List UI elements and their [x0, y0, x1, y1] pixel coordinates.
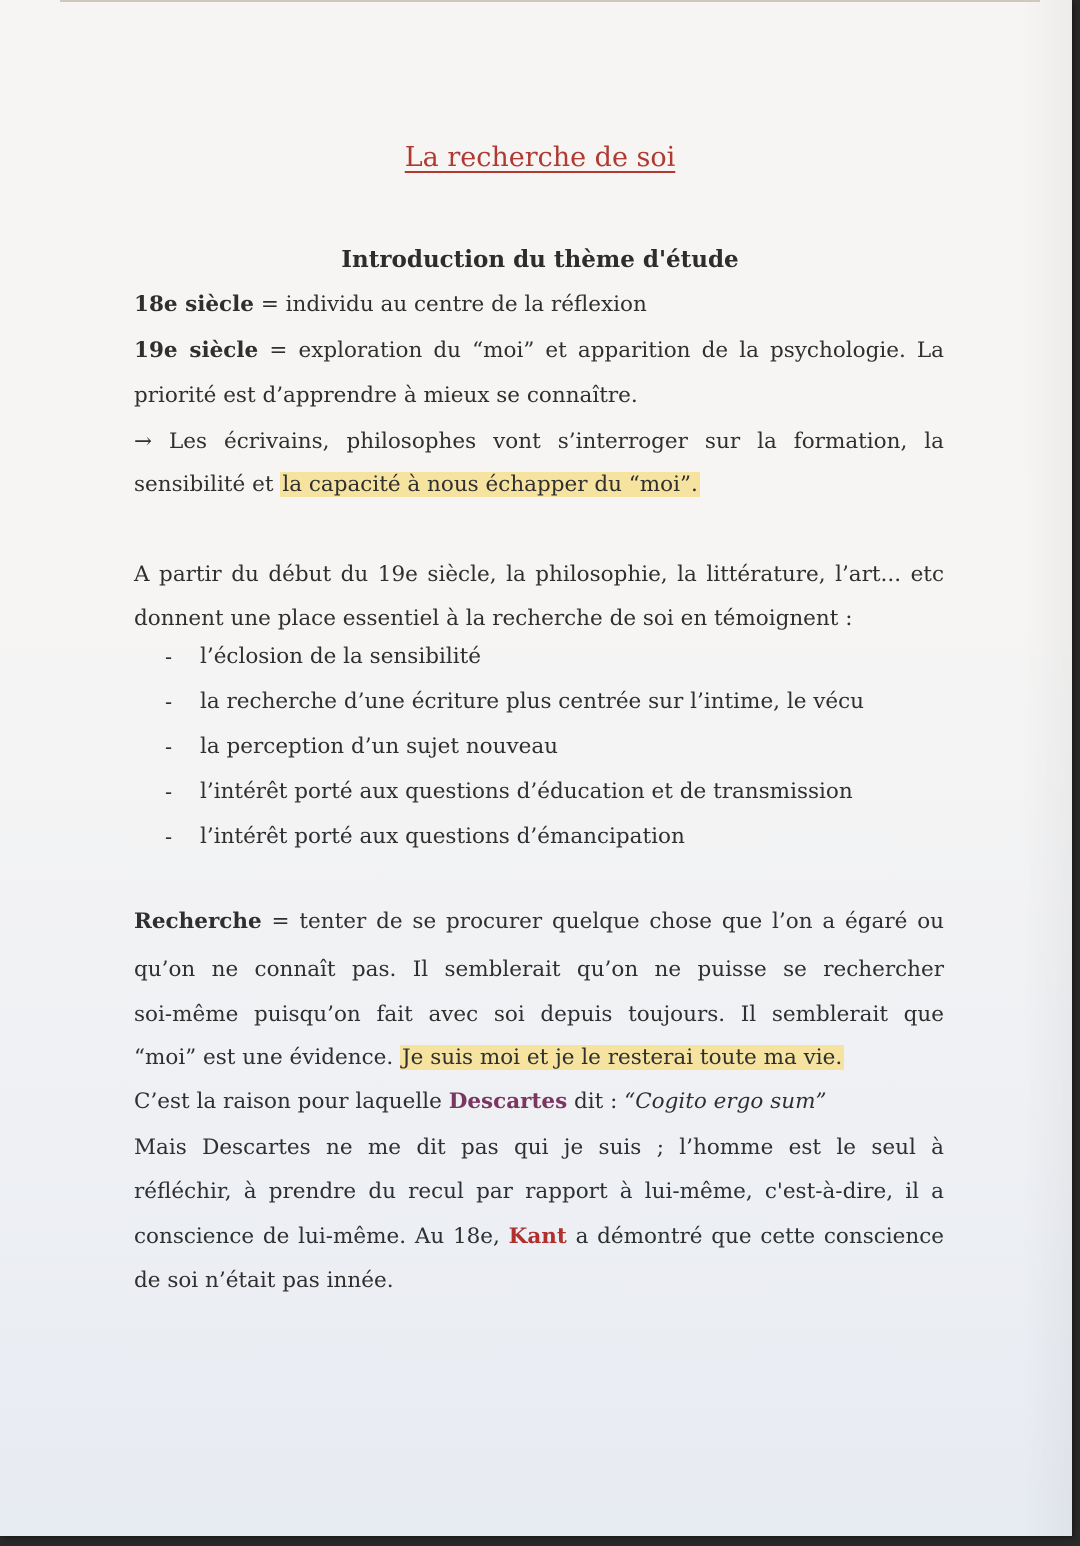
bullet-marker-4: -: [165, 780, 173, 804]
quote-cogito: “Cogito ergo sum”: [624, 1089, 827, 1114]
bullet-item-3: la perception d’un sujet nouveau: [200, 734, 559, 759]
section3-line-4-pre: “moi” est une évidence.: [134, 1045, 401, 1070]
arrow-line-2-pre: sensibilité et: [134, 472, 281, 497]
highlight-echapper-moi: la capacité à nous échapper du “moi”.: [282, 472, 698, 497]
line-18e: [134, 290, 944, 320]
section2-line-2: donnent une place essentiel à la recherche de soi en témoignent :: [134, 606, 853, 631]
section3-line-9: de soi n’était pas innée.: [134, 1268, 394, 1293]
section3-line-1: [134, 907, 944, 937]
section2-line-1: A partir du début du 19e siècle, la philosophie, la littérature, l’art... etc: [134, 562, 944, 587]
label-recherche: Recherche: [134, 909, 262, 934]
bullet-item-5: l’intérêt porté aux questions d’émancipation: [200, 824, 685, 849]
page-title: La recherche de soi: [404, 142, 676, 173]
bullet-marker-3: -: [165, 735, 173, 759]
highlight-je-suis-moi: Je suis moi et je le resterai toute ma vie.: [402, 1045, 843, 1070]
section3-line-5: [134, 1087, 944, 1117]
bullet-marker-5: -: [165, 825, 173, 849]
text-19e: = exploration du “moi” et apparition de la psychologie. La: [258, 338, 944, 363]
section3-line-5-mid: dit :: [567, 1089, 625, 1114]
bullet-item-1: l’éclosion de la sensibilité: [200, 644, 481, 669]
section3-line-1-text: = tenter de se procurer quelque chose que l’on a égaré ou: [261, 909, 944, 934]
name-descartes: Descartes: [448, 1089, 568, 1114]
arrow-line-2: [134, 470, 944, 500]
section3-line-6: Mais Descartes ne me dit pas qui je suis ; l’homme est le seul à: [134, 1135, 944, 1160]
top-rule: [60, 0, 1040, 2]
section3-line-2: qu’on ne connaît pas. Il semblerait qu’on ne puisse se rechercher: [134, 957, 944, 982]
section3-line-7: réfléchir, à prendre du recul par rapport à lui-même, c'est-à-dire, il a: [134, 1179, 944, 1204]
intro-heading: Introduction du thème d'étude: [341, 246, 739, 273]
bullet-item-4: l’intérêt porté aux questions d’éducation et de transmission: [200, 779, 853, 804]
arrow-line-1: → Les écrivains, philosophes vont s’interroger sur la formation, la: [134, 429, 944, 454]
name-kant: Kant: [508, 1224, 567, 1249]
line-19e-cont: priorité est d’apprendre à mieux se connaître.: [134, 383, 638, 408]
bullet-item-2: la recherche d’une écriture plus centrée sur l’intime, le vécu: [200, 689, 865, 714]
bullet-marker-2: -: [165, 690, 173, 714]
label-19e: 19e siècle: [134, 338, 259, 363]
section3-line-8: [134, 1222, 944, 1252]
section3-line-8-pre: conscience de lui-même. Au 18e,: [134, 1224, 509, 1249]
text-18e: = individu au centre de la réflexion: [253, 292, 647, 317]
section3-line-5-pre: C’est la raison pour laquelle: [134, 1089, 449, 1114]
bullet-marker-1: -: [165, 645, 173, 669]
label-18e: 18e siècle: [134, 292, 254, 317]
paper-shade: [1022, 0, 1072, 1536]
section3-line-8-post: a démontré que cette conscience: [566, 1224, 944, 1249]
line-19e: [134, 336, 944, 366]
section3-line-4: [134, 1043, 944, 1073]
section3-line-3: soi-même puisqu’on fait avec soi depuis toujours. Il semblerait que: [134, 1002, 944, 1027]
